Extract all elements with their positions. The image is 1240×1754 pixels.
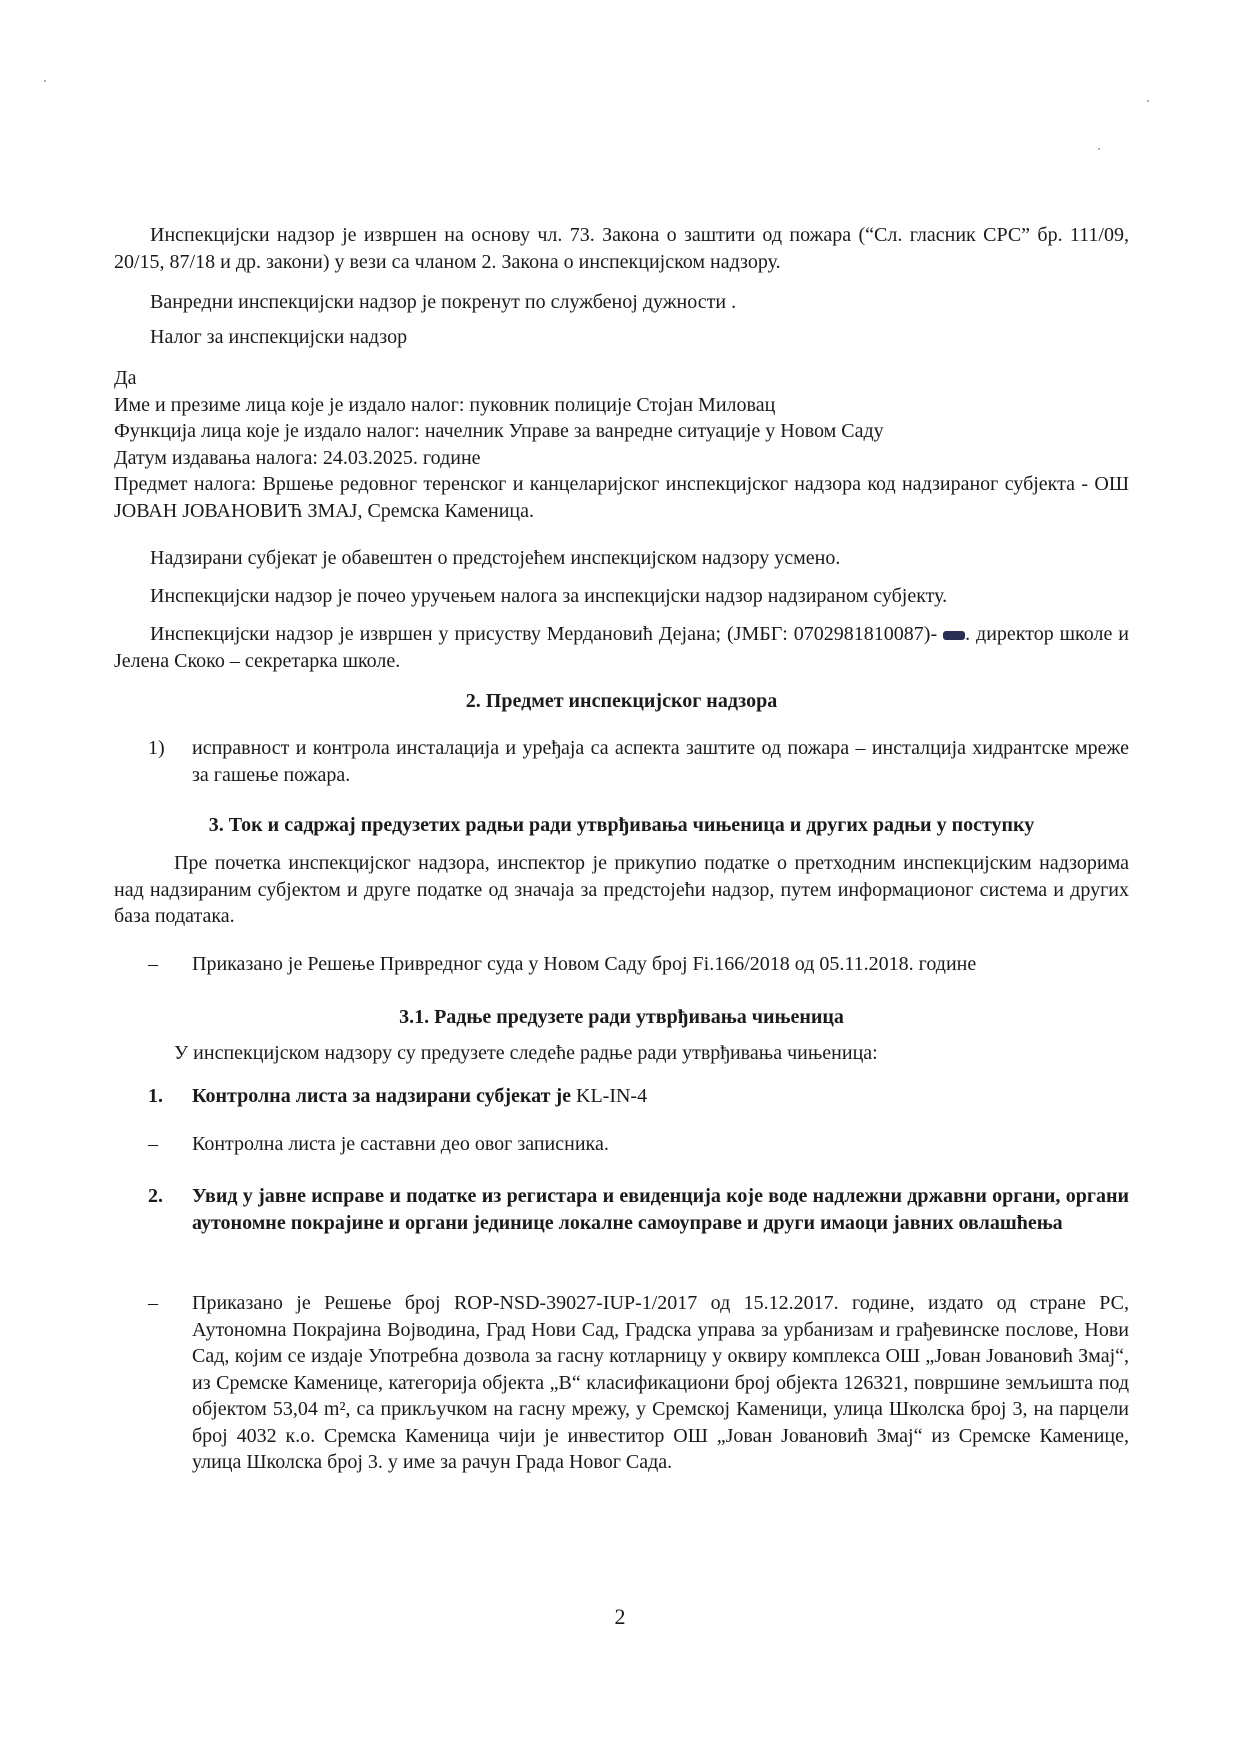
order-issuer-function: Функција лица које је издало налог: начелник Управе за ванредне ситуације у Новом Саду — [114, 420, 884, 442]
item-number: 1) — [148, 737, 165, 759]
section-3-heading: 3. Ток и садржај предузетих радњи ради утврђивања чињеница и других радњи у поступку — [208, 814, 1035, 836]
item-text: Увид у јавне исправе и податке из регистара и евиденција које воде надлежни државни органи, органи аутономне покрајине и органи јединице локалне самоуправе и други имаоци јавних овлашћења — [192, 1185, 1129, 1234]
item-text: исправност и контрола инсталација и уређаја са аспекта заштите од пожара – инсталција хидрантске мреже за гашење пожара. — [192, 737, 1129, 786]
dash-symbol: – — [148, 953, 158, 975]
dash-text: Контролна листа је саставни део овог записника. — [192, 1133, 609, 1155]
paragraph-started: Инспекцијски надзор је почео уручењем налога за инспекцијски надзор надзираном субјекту. — [150, 585, 948, 607]
scan-speck — [44, 80, 46, 82]
scan-speck — [1098, 148, 1100, 150]
presence-text: Инспекцијски надзор је извршен у присуству Мердановић Дејана; (ЈМБГ: 0702981810087)- — [150, 623, 938, 645]
order-heading: Налог за инспекцијски надзор — [150, 326, 408, 348]
section-3-1-heading: 3.1. Радње предузете ради утврђивања чињеница — [399, 1006, 844, 1028]
order-details — [114, 365, 1129, 524]
order-subject: Предмет налога: Вршење редовног теренског и канцеларијског инспекцијског надзора код надзираног субјекта - ОШ ЈОВАН ЈОВАНОВИЋ ЗМАЈ, Сремска Каменица. — [114, 473, 1129, 522]
presence-text-end: . директор школе и Јелена Скоко – секретарка школе. — [114, 623, 1129, 672]
scan-speck — [1147, 100, 1149, 102]
checklist-code: KL-IN-4 — [571, 1085, 648, 1107]
bullet-text: Приказано је Решење Привредног суда у Новом Саду број Fi.166/2018 од 05.11.2018. године — [192, 953, 977, 975]
paragraph-notified: Надзирани субјекат је обавештен о предстојећем инспекцијском надзору усмено. — [150, 547, 841, 569]
item-bold-text: Контролна листа за надзирани субјекат је — [192, 1085, 571, 1107]
dash-symbol: – — [148, 1292, 158, 1314]
paragraph-legal-basis: Инспекцијски надзор је извршен на основу чл. 73. Закона о заштити од пожара (“Сл. гласник СРС” бр. 111/09, 20/15, 87/18 и др. закони) у вези са чланом 2. Закона о инспекцијском надзору. — [114, 224, 1129, 273]
dash-text: Приказано је Решење број ROP-NSD-39027-IUP-1/2017 од 15.12.2017. године, издато од стране РС, Аутономна Покрајина Војводина, Град Нови Сад, Градска управа за урбанизам и грађевинске послове, Нови Сад, којим се издаје Употребна дозвола за гасну котларницу у оквиру комплекса ОШ „Јован Јовановић Змај“, из Сремске Каменице, категорија објекта „В“ класификациони број објекта 126321, површине земљишта под објектом 53,04 m², са прикључком на гасну мрежу, у Сремској Каменици, улица Школска број 3, на парцели број 4032 к.о. Сремска Каменица чији је инвеститор ОШ „Јован Јовановић Змај“ из Сремске Каменице, улица Школска број 3. у име за рачун Града Новог Сада. — [192, 1292, 1129, 1473]
redaction-mark — [943, 631, 965, 640]
section-2-heading: 2. Предмет инспекцијског надзора — [465, 690, 778, 712]
page-number: 2 — [614, 1604, 626, 1629]
order-yes: Да — [114, 367, 137, 389]
section-3-intro: Пре почетка инспекцијског надзора, инспектор је прикупио податке о претходним инспекцијским надзорима над надзираним субјектом и друге податке од значаја за предстојећи надзор, путем информационог система и других база података. — [114, 852, 1129, 927]
item-text — [192, 1083, 1129, 1110]
item-number: 2. — [148, 1185, 163, 1207]
section-3-1-intro: У инспекцијском надзору су предузете следеће радње ради утврђивања чињеница: — [174, 1042, 878, 1064]
paragraph-extraordinary-inspection: Ванредни инспекцијски надзор је покренут по службеној дужности . — [150, 291, 737, 313]
order-issue-date: Датум издавања налога: 24.03.2025. године — [114, 446, 481, 469]
paragraph-presence — [114, 621, 1129, 674]
order-issuer-name: Име и презиме лица које је издало налог: пуковник полиције Стојан Миловац — [114, 393, 776, 416]
dash-symbol: – — [148, 1133, 158, 1155]
item-number: 1. — [148, 1085, 163, 1107]
